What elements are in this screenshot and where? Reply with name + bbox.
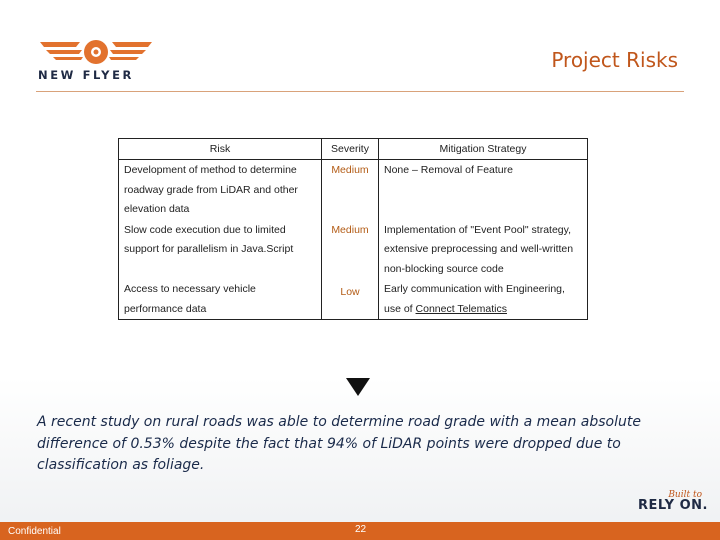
risk-text: Slow code execution due to limited (124, 223, 286, 236)
risk-cell (119, 279, 322, 320)
tagline (638, 490, 708, 513)
study-note: A recent study on rural roads was able to determine road grade with a mean absolute difference of 0.53% despite the fact that 94% of LiDAR points were dropped due to classification as foliage. (37, 414, 641, 473)
mitigation-prefix: use of (384, 302, 416, 315)
confidential-label: Confidential (8, 526, 61, 537)
mitigation-text: non-blocking source code (384, 262, 504, 275)
table-row (119, 160, 588, 220)
risk-table (118, 138, 588, 320)
table-header-row (119, 139, 588, 160)
page-number: 22 (355, 524, 367, 535)
risk-cell (119, 160, 322, 220)
brand-wordmark: NEW FLYER (38, 68, 134, 82)
risk-text: Access to necessary vehicle (124, 283, 256, 295)
severity-cell: Medium (322, 160, 379, 220)
table-row (119, 279, 588, 320)
risk-text: elevation data (124, 203, 190, 215)
tagline-small: Built to (668, 490, 702, 500)
severity-cell: Medium (322, 220, 379, 280)
risk-text: performance data (124, 302, 207, 315)
mitigation-cell (379, 279, 588, 320)
risk-text: support for parallelism in Java.Script (124, 243, 294, 255)
table-row (119, 220, 588, 280)
footer-bar (0, 522, 720, 540)
mitigation-text: extensive preprocessing and well-written (384, 243, 574, 255)
header-risk: Risk (119, 139, 322, 160)
mitigation-text: Early communication with Engineering, (384, 283, 565, 295)
severity-cell: Low (322, 279, 379, 320)
risk-text: Development of method to determine (124, 164, 297, 176)
tagline-big: RELY ON. (638, 498, 708, 513)
mitigation-cell (379, 160, 588, 220)
risk-text: roadway grade from LiDAR and other (124, 183, 298, 196)
header-severity: Severity (322, 139, 379, 160)
mitigation-text: Implementation of "Event Pool" strategy, (384, 223, 572, 236)
connect-telematics-link[interactable]: Connect Telematics (415, 302, 507, 315)
title-divider (36, 91, 684, 92)
header-mitigation: Mitigation Strategy (379, 139, 588, 160)
mitigation-text-link-line (384, 300, 582, 320)
mitigation-text: None – Removal of Feature (384, 164, 513, 176)
mitigation-cell (379, 220, 588, 280)
risk-cell (119, 220, 322, 280)
down-arrow-icon (346, 378, 370, 396)
page-title: Project Risks (551, 48, 678, 72)
